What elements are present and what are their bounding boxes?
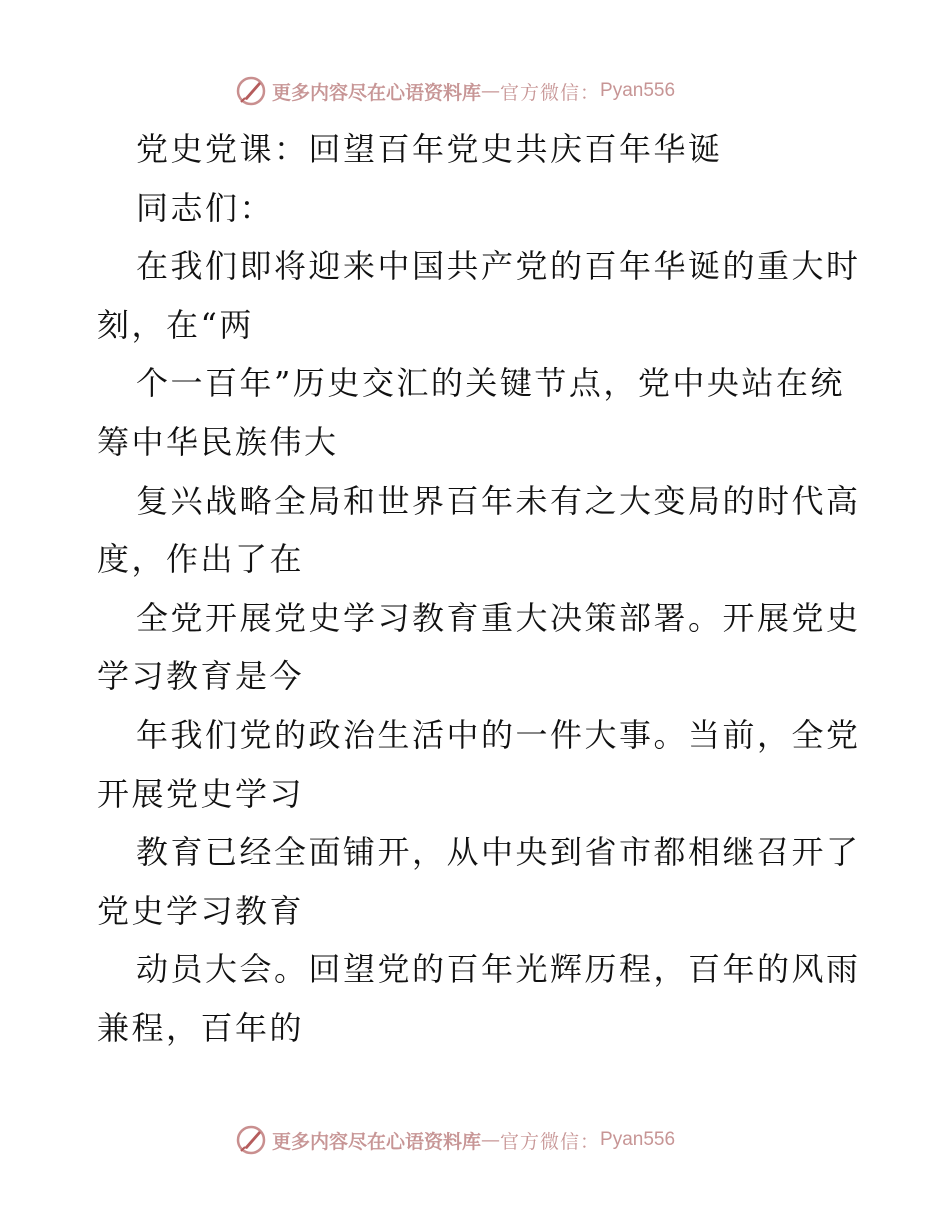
paragraph-line: 动员大会。回望党的百年光辉历程，百年的风雨 — [136, 950, 861, 989]
document-body — [97, 120, 861, 1058]
watermark-official-label: 官方微信： — [500, 81, 601, 104]
watermark-wechat-handle: Pyan556 — [600, 1129, 676, 1150]
header-watermark — [235, 73, 675, 109]
paragraph-line: 在我们即将迎来中国共产党的百年华诞的重大时 — [136, 247, 861, 286]
footer-watermark — [235, 1122, 675, 1158]
watermark-official-label: 官方微信： — [500, 1130, 601, 1153]
paragraph-line: 全党开展党史学习教育重大决策部署。开展党史 — [136, 598, 861, 637]
paragraph-line: 刻，在“两 — [97, 305, 254, 344]
paragraph-line: 开展党史学习 — [97, 774, 305, 813]
paragraph-line: 度，作出了在 — [97, 540, 305, 579]
paragraph-line: 复兴战略全局和世界百年未有之大变局的时代高 — [136, 481, 861, 520]
watermark-dash: — — [481, 80, 501, 102]
watermark-brand: 更多内容尽在心语资料库 — [272, 1130, 482, 1153]
salutation: 同志们： — [136, 188, 275, 227]
paragraph-line: 党史学习教育 — [97, 891, 305, 930]
paragraph-line: 年我们党的政治生活中的一件大事。当前，全党 — [136, 715, 861, 754]
paragraph-line: 筹中华民族伟大 — [97, 422, 339, 461]
quill-logo-icon — [235, 1124, 267, 1156]
watermark-wechat-handle: Pyan556 — [600, 80, 676, 101]
watermark-dash: — — [481, 1129, 501, 1151]
paragraph-line: 个一百年”历史交汇的关键节点，党中央站在统 — [136, 364, 845, 403]
document-title: 党史党课：回望百年党史共庆百年华诞 — [136, 130, 723, 168]
paragraph-line: 兼程，百年的 — [97, 1008, 305, 1047]
quill-logo-icon — [235, 75, 267, 107]
paragraph-line: 教育已经全面铺开，从中央到省市都相继召开了 — [136, 833, 861, 872]
paragraph-line: 学习教育是今 — [97, 657, 305, 696]
watermark-brand: 更多内容尽在心语资料库 — [272, 81, 482, 104]
